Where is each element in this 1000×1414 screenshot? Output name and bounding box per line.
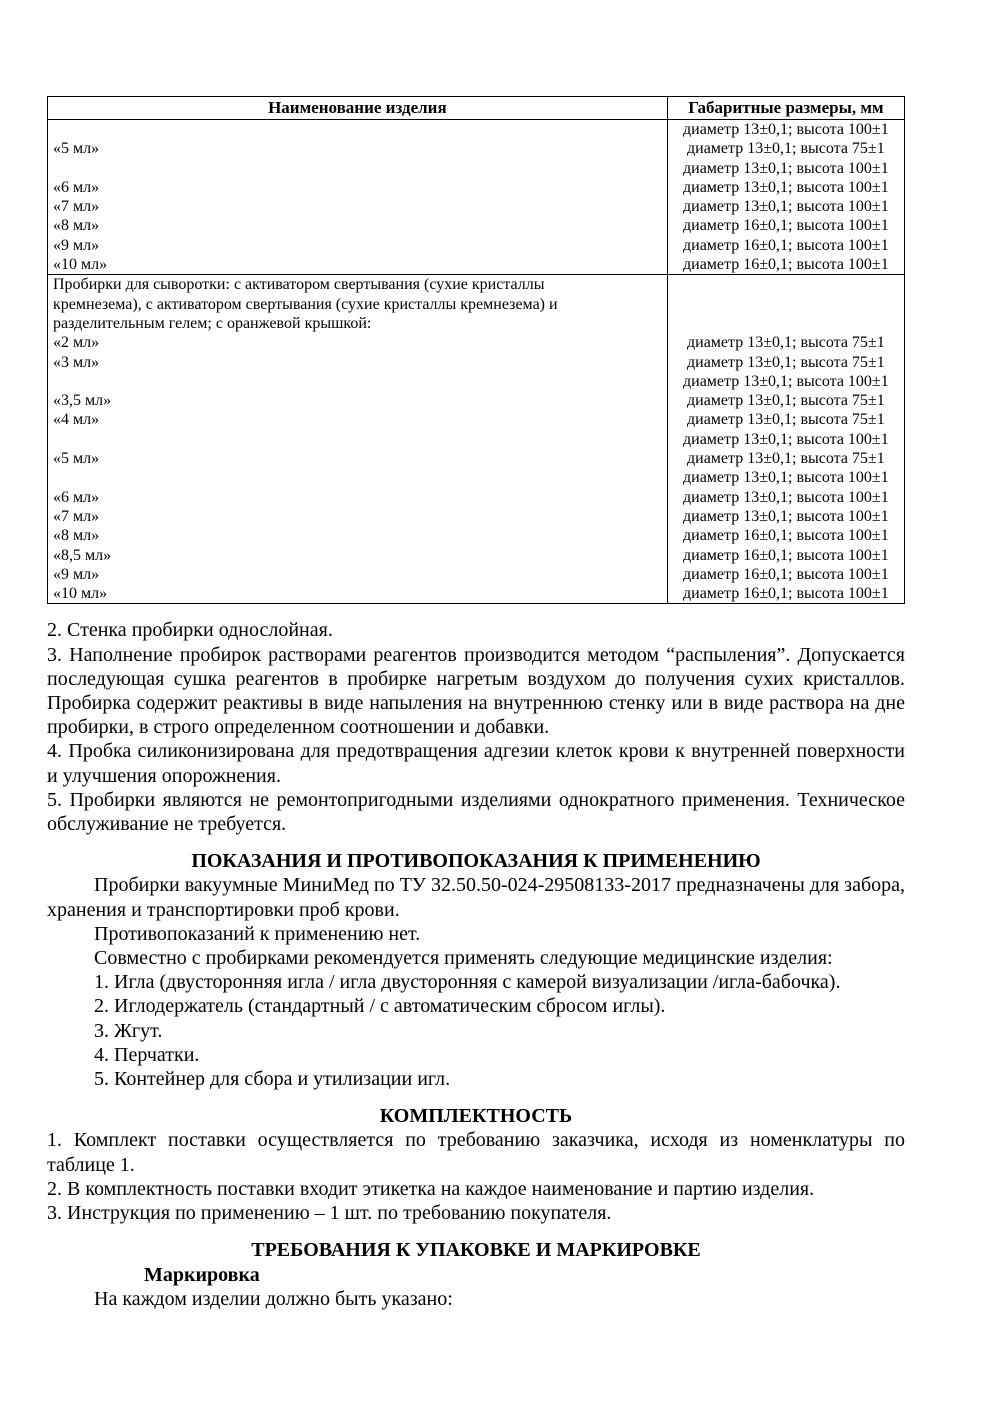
product-name-cell: «4 мл» [48,410,668,429]
dimensions-cell: диаметр 13±0,1; высота 100±1 [683,198,889,216]
completeness-list [47,1128,905,1225]
table-row [48,507,904,526]
completeness-heading: КОМПЛЕКТНОСТЬ [379,1105,573,1128]
dimensions-cell: диаметр 13±0,1; высота 100±1 [683,430,889,448]
table-row [48,526,904,545]
recommended-items-list [47,970,905,1091]
product-name-cell [48,372,668,391]
product-name-header: Наименование изделия [48,97,668,119]
table-row [48,546,904,565]
list-item: 2. Иглодержатель (стандартный / с автоматическим сбросом иглы). [94,995,666,1018]
dimensions-cell: диаметр 13±0,1; высота 75±1 [687,411,885,429]
table-section-tubes [48,120,904,275]
dimensions-cell: диаметр 13±0,1; высота 100±1 [683,469,889,487]
dimensions-cell: диаметр 13±0,1; высота 100±1 [683,372,889,390]
dimensions-cell: диаметр 13±0,1; высота 75±1 [687,353,885,371]
table-row [48,449,904,468]
dimensions-cell: диаметр 16±0,1; высота 100±1 [683,527,889,545]
dimensions-header: Габаритные размеры, мм [688,98,884,117]
product-name-cell: «3 мл» [48,353,668,372]
table-row [48,120,904,139]
table-row [48,139,904,158]
list-item: 3. Жгут. [94,1019,163,1042]
dimensions-cell: диаметр 16±0,1; высота 100±1 [683,256,889,274]
dimensions-cell: диаметр 13±0,1; высота 75±1 [687,140,885,158]
table-row [48,488,904,507]
dimensions-cell: диаметр 13±0,1; высота 100±1 [683,121,889,138]
note-paragraph-5: 5. Пробирки являются не ремонтопригодными изделиями однократного применения. Техническое обслуживание не требуется. [47,788,905,836]
table-row [48,584,904,603]
product-name-cell: «3,5 мл» [48,391,668,410]
product-name-cell [48,120,668,139]
dimensions-cell: диаметр 16±0,1; высота 100±1 [683,565,889,583]
dimensions-cell: диаметр 16±0,1; высота 100±1 [683,546,889,564]
marking-paragraph: На каждом изделии должно быть указано: [94,1287,453,1310]
marking-subheading: Маркировка [144,1263,260,1286]
table-row [48,178,904,197]
product-name-cell [48,159,668,178]
indications-paragraph-2: Противопоказаний к применению нет. [94,922,421,945]
serum-rows [48,333,904,603]
product-name-cell: «8,5 мл» [48,546,668,565]
table-row [48,333,904,352]
indications-heading: ПОКАЗАНИЯ И ПРОТИВОПОКАЗАНИЯ К ПРИМЕНЕНИЮ [191,850,761,873]
product-name-cell: «10 мл» [48,584,668,603]
table-row [48,236,904,255]
note-paragraph-4: 4. Пробка силиконизирована для предотвращения адгезии клеток крови к внутренней поверхности и улучшения опорожнения. [47,740,905,787]
product-name-cell: «2 мл» [48,333,668,352]
product-name-cell: «8 мл» [48,216,668,235]
note-paragraph-2: 2. Стенка пробирки однослойная. [47,619,333,642]
empty-dimensions-cell [668,275,904,333]
dimensions-cell: диаметр 16±0,1; высота 100±1 [683,236,889,254]
product-name-cell: «5 мл» [48,139,668,158]
product-name-cell [48,468,668,487]
indications-paragraph-1: Пробирки вакуумные МиниМед по ТУ 32.50.50-024-29508133-2017 предназначены для забора, хранения и транспортировки проб крови. [47,874,905,921]
dimensions-cell: диаметр 13±0,1; высота 100±1 [683,488,889,506]
product-name-cell: «6 мл» [48,488,668,507]
dimensions-cell: диаметр 16±0,1; высота 100±1 [683,217,889,235]
table-row [48,255,904,274]
list-item: 1. Игла (двусторонняя игла / игла двусторонняя с камерой визуализации /игла-бабочка). [94,971,841,994]
dimensions-cell: диаметр 13±0,1; высота 75±1 [687,334,885,352]
table-row [48,468,904,487]
list-item: 5. Контейнер для сбора и утилизации игл. [94,1068,451,1091]
product-name-cell: «5 мл» [48,449,668,468]
table-row [48,430,904,449]
completeness-item: 1. Комплект поставки осуществляется по требованию заказчика, исходя из номенклатуры по таблице 1. [47,1129,905,1176]
packaging-heading: ТРЕБОВАНИЯ К УПАКОВКЕ И МАРКИРОВКЕ [251,1239,701,1262]
product-name-cell: «9 мл» [48,236,668,255]
product-name-cell: «7 мл» [48,507,668,526]
dimensions-cell: диаметр 16±0,1; высота 100±1 [683,585,889,603]
completeness-item: 3. Инструкция по применению – 1 шт. по требованию покупателя. [47,1202,612,1225]
serum-intro-row [48,275,904,333]
document-body [47,618,905,1310]
product-name-cell: «10 мл» [48,255,668,274]
note-paragraph-3: 3. Наполнение пробирок растворами реагентов производится методом “распыления”. Допускается последующая сушка реагентов в пробирке нагретым воздухом до получения сухих кристаллов. Пробирка содержит реактивы в виде напыления на внутреннюю стенку или в виде раствора на дне пробирки, в строго определенном соотношении и добавки. [47,643,905,739]
dimensions-cell: диаметр 13±0,1; высота 75±1 [687,450,885,468]
table-row [48,565,904,584]
product-name-cell: «7 мл» [48,197,668,216]
dimensions-cell: диаметр 13±0,1; высота 100±1 [683,507,889,525]
table-row [48,353,904,372]
product-name-cell [48,430,668,449]
dimensions-cell: диаметр 13±0,1; высота 100±1 [683,178,889,196]
dimensions-cell: диаметр 13±0,1; высота 75±1 [687,392,885,410]
serum-intro-cell: Пробирки для сыворотки: с активатором свертывания (сухие кристаллы кремнезема), с активатором свертывания (сухие кристаллы кремнезема) и разделительным гелем; с оранжевой крышкой: [48,275,668,333]
completeness-item: 2. В комплектность поставки входит этикетка на каждое наименование и партию изделия. [47,1177,815,1200]
table-row [48,216,904,235]
table-row [48,410,904,429]
indications-paragraph-3: Совместно с пробирками рекомендуется применять следующие медицинские изделия: [94,947,833,970]
list-item: 4. Перчатки. [94,1043,200,1066]
product-name-cell: «8 мл» [48,526,668,545]
table-header-row [48,97,904,120]
dimensions-cell: диаметр 13±0,1; высота 100±1 [683,159,889,177]
products-table [47,96,905,604]
product-name-cell: «6 мл» [48,178,668,197]
product-name-cell: «9 мл» [48,565,668,584]
table-row [48,197,904,216]
table-row [48,391,904,410]
table-row [48,159,904,178]
table-row [48,372,904,391]
table-section-serum [48,275,904,603]
